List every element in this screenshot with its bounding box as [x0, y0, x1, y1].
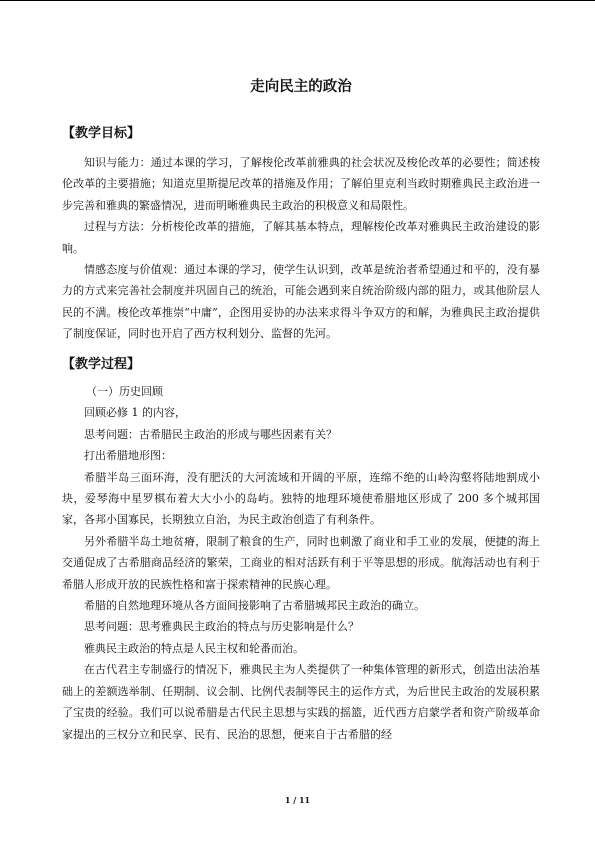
characteristics-paragraph: 雅典民主政治的特点是人民主权和轮番而治。 — [84, 641, 304, 655]
document-title: 走向民主的政治 — [250, 79, 352, 95]
economy-paragraph: 另外希腊半岛土地贫瘠，限制了粮食的生产，同时也刺激了商业和手工业的发展，便捷的海上交通促成了古希腊商品经济的繁荣，工商业的相对活跃有利于平等思想的形成。航海活动也有利于希腊人形成开放的民族性格和富于探索精神的民族心理。 — [62, 534, 540, 591]
environment-summary-paragraph: 希腊的自然地理环境从各方面间接影响了古希腊城邦民主政治的确立。 — [84, 599, 425, 613]
objective-values-paragraph: 情感态度与价值观：通过本课的学习，使学生认识到，改革是统治者希望通过和平的，没有暴力的方式来完善社会制度并巩固自己的统治，可能会遇到来自统治阶级内部的阻力，或其他阶层人民的不满。梭伦改革推崇“中庸”，企图用妥协的办法来求得斗争双方的和解，为雅典民主政治提供了制度保证，同时也开启了西方权利划分、监督的先河。 — [62, 263, 540, 341]
question-paragraph-2: 思考问题：思考雅典民主政治的特点与历史影响是什么？ — [84, 620, 359, 634]
map-paragraph: 打出希腊地形图： — [84, 449, 172, 463]
page-number: 1 / 11 — [284, 795, 311, 805]
question-paragraph-1: 思考问题：古希腊民主政治的形成与哪些因素有关？ — [84, 427, 337, 441]
page-top-border — [0, 0, 595, 1]
influence-paragraph: 在古代君主专制盛行的情况下，雅典民主为人类提供了一种集体管理的新形式，创造出法治基础上的差额选举制、任期制、议会制、比例代表制等民主的运作方式，为后世民主政治的发展积累了宝贵的经验。我们可以说希腊是古代民主思想与实践的摇篮，近代西方启蒙学者和资产阶级革命家提出的三权分立和民享、民有、民治的思想，便来自于古希腊的经 — [62, 663, 540, 741]
objectives-body — [62, 152, 540, 345]
section-heading-objectives: 【教学目标】 — [62, 126, 141, 141]
objective-knowledge-paragraph: 知识与能力：通过本课的学习，了解梭伦改革前雅典的社会状况及梭伦改革的必要性；简述梭伦改革的主要措施；知道克里斯提尼改革的措施及作用；了解伯里克利当政时期雅典民主政治进一步完善和雅典的繁盛情况，进而明晰雅典民主政治的积极意义和局限性。 — [62, 156, 540, 212]
review-paragraph: 回顾必修 1 的内容， — [84, 406, 186, 420]
objective-process-paragraph: 过程与方法：分析梭伦改革的措施，了解其基本特点，理解梭伦改革对雅典民主政治建设的影响。 — [62, 220, 540, 255]
geography-paragraph: 希腊半岛三面环海，没有肥沃的大河流域和开阔的平原，连绵不绝的山岭沟壑将陆地割成小块，爱琴海中星罗棋布着大大小小的岛屿。独特的地理环境使希腊地区形成了 200 多个城邦国家，各邦小国寡民，长期独立自治，为民主政治创造了有利条件。 — [62, 470, 540, 527]
section-heading-process: 【教学过程】 — [62, 357, 141, 372]
process-body — [62, 381, 540, 745]
subsection-history-review: （一）历史回顾 — [86, 385, 163, 398]
